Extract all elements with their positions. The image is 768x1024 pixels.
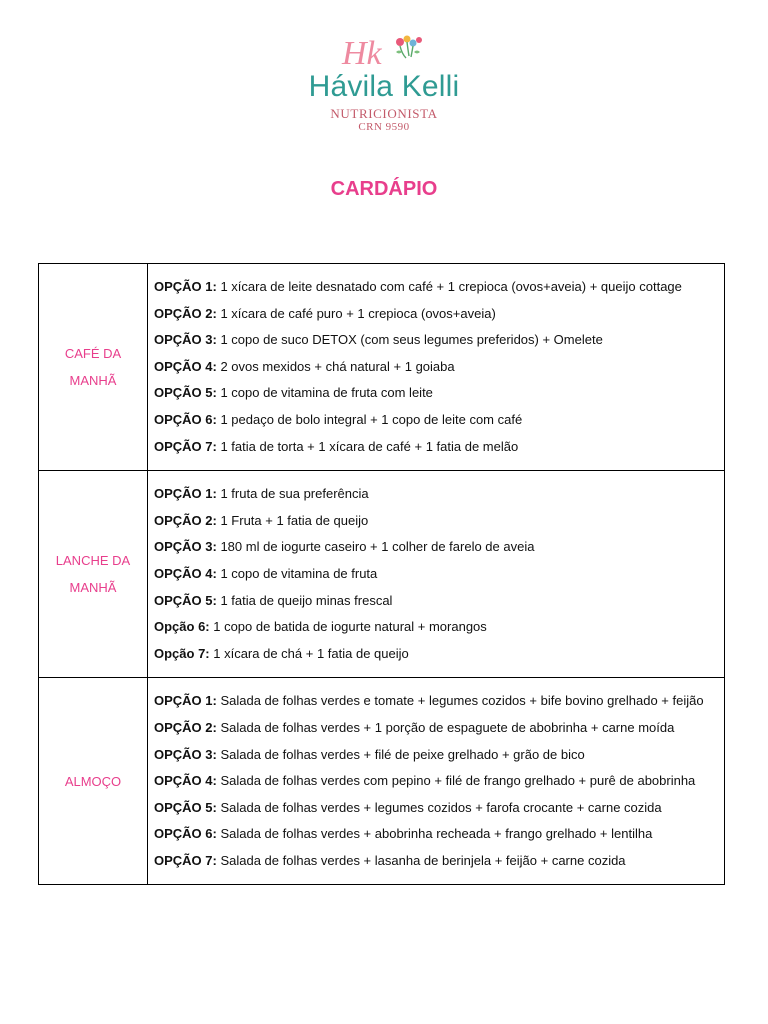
meal-option	[154, 407, 718, 434]
meal-option	[154, 614, 718, 641]
meal-option	[154, 534, 718, 561]
meal-option	[154, 768, 718, 795]
meal-name-cell	[39, 678, 148, 885]
meal-option	[154, 848, 718, 875]
brand-subtitle: NUTRICIONISTA	[330, 106, 438, 121]
meal-option	[154, 641, 718, 668]
meal-option	[154, 795, 718, 822]
meal-options-cell	[148, 471, 725, 678]
option-text: 2 ovos mexidos + chá natural + 1 goiaba	[216, 358, 455, 374]
meal-option	[154, 434, 718, 461]
option-text: Salada de folhas verdes com pepino + filé de frango grelhado + purê de abobrinha	[216, 773, 696, 789]
option-label: OPÇÃO 1:	[154, 279, 217, 294]
meal-option	[154, 508, 718, 535]
monogram-text: Hk	[342, 35, 382, 72]
option-text: 1 fatia de queijo minas frescal	[216, 592, 393, 608]
option-label: OPÇÃO 5:	[154, 385, 217, 401]
option-text: Salada de folhas verdes + abobrinha recheada + frango grelhado + lentilha	[216, 826, 653, 842]
meal-options-cell	[148, 678, 725, 885]
option-text: 1 fatia de torta + 1 xícara de café + 1 fatia de melão	[216, 438, 519, 454]
logo	[0, 28, 768, 133]
meal-option	[154, 561, 718, 588]
option-text: Salada de folhas verdes + filé de peixe grelhado + grão de bico	[216, 746, 585, 762]
option-label: OPÇÃO 6:	[154, 826, 217, 842]
meal-option	[154, 821, 718, 848]
meal-option	[154, 481, 718, 508]
option-label: OPÇÃO 4:	[154, 358, 217, 374]
meal-option	[154, 588, 718, 615]
brand-crn: CRN 9590	[358, 121, 410, 133]
option-label: OPÇÃO 6:	[154, 411, 217, 427]
meal-name: CAFÉ DA MANHÃ	[64, 346, 122, 389]
option-label: OPÇÃO 7:	[154, 438, 217, 454]
option-label: OPÇÃO 7:	[154, 852, 217, 868]
meal-name-cell	[39, 471, 148, 678]
option-text: Salada de folhas verdes e tomate + legumes cozidos + bife bovino grelhado + feijão	[216, 693, 704, 709]
option-text: 1 copo de vitamina de fruta	[216, 565, 378, 581]
meal-option	[154, 715, 718, 742]
option-text: 1 pedaço de bolo integral + 1 copo de leite com café	[216, 411, 523, 427]
page-title: CARDÁPIO	[330, 178, 438, 200]
option-text: 1 xícara de café puro + 1 crepioca (ovos+aveia)	[216, 305, 496, 321]
meal-options-cell	[148, 264, 725, 471]
meal-option	[154, 688, 718, 715]
meal-option	[154, 354, 718, 381]
option-label: OPÇÃO 3:	[154, 539, 217, 555]
option-label: OPÇÃO 5:	[154, 592, 217, 608]
meal-row	[39, 264, 725, 471]
option-label: OPÇÃO 2:	[154, 719, 217, 735]
option-text: 1 copo de vitamina de fruta com leite	[216, 385, 433, 401]
option-label: OPÇÃO 3:	[154, 746, 217, 762]
meal-option	[154, 742, 718, 769]
option-label: OPÇÃO 1:	[154, 486, 217, 502]
meal-name-cell	[39, 264, 148, 471]
meal-row	[39, 471, 725, 678]
option-text: 1 xícara de leite desnatado com café + 1 crepioca (ovos+aveia) + queijo cottage	[216, 279, 682, 294]
brand-name: Hávila Kelli	[308, 70, 460, 103]
option-text: 1 Fruta + 1 fatia de queijo	[216, 512, 369, 528]
option-label: OPÇÃO 4:	[154, 565, 217, 581]
menu-table-body	[39, 264, 725, 885]
monogram-flowers-icon	[340, 30, 430, 72]
option-label: OPÇÃO 1:	[154, 693, 217, 709]
option-text: Salada de folhas verdes + 1 porção de espaguete de abobrinha + carne moída	[216, 719, 675, 735]
option-label: OPÇÃO 4:	[154, 773, 217, 789]
meal-row	[39, 678, 725, 885]
meal-option	[154, 274, 718, 301]
option-text: 1 copo de suco DETOX (com seus legumes preferidos) + Omelete	[216, 332, 603, 348]
option-text: Salada de folhas verdes + legumes cozidos + farofa crocante + carne cozida	[216, 799, 662, 815]
option-text: 1 fruta de sua preferência	[216, 486, 369, 502]
meal-option	[154, 327, 718, 354]
option-label: OPÇÃO 2:	[154, 305, 217, 321]
meal-name: ALMOÇO	[64, 773, 122, 789]
meal-option	[154, 380, 718, 407]
meal-name: LANCHE DA MANHÃ	[55, 553, 131, 596]
option-label: Opção 7:	[154, 645, 210, 661]
option-text: 1 copo de batida de iogurte natural + morangos	[209, 619, 487, 635]
option-label: OPÇÃO 5:	[154, 799, 217, 815]
option-label: OPÇÃO 3:	[154, 332, 217, 348]
option-text: 1 xícara de chá + 1 fatia de queijo	[209, 645, 409, 661]
option-label: OPÇÃO 2:	[154, 512, 217, 528]
meal-option	[154, 301, 718, 328]
option-label: Opção 6:	[154, 619, 210, 635]
option-text: 180 ml de iogurte caseiro + 1 colher de farelo de aveia	[216, 539, 535, 555]
option-text: Salada de folhas verdes + lasanha de berinjela + feijão + carne cozida	[216, 852, 626, 868]
menu-table	[38, 263, 725, 885]
